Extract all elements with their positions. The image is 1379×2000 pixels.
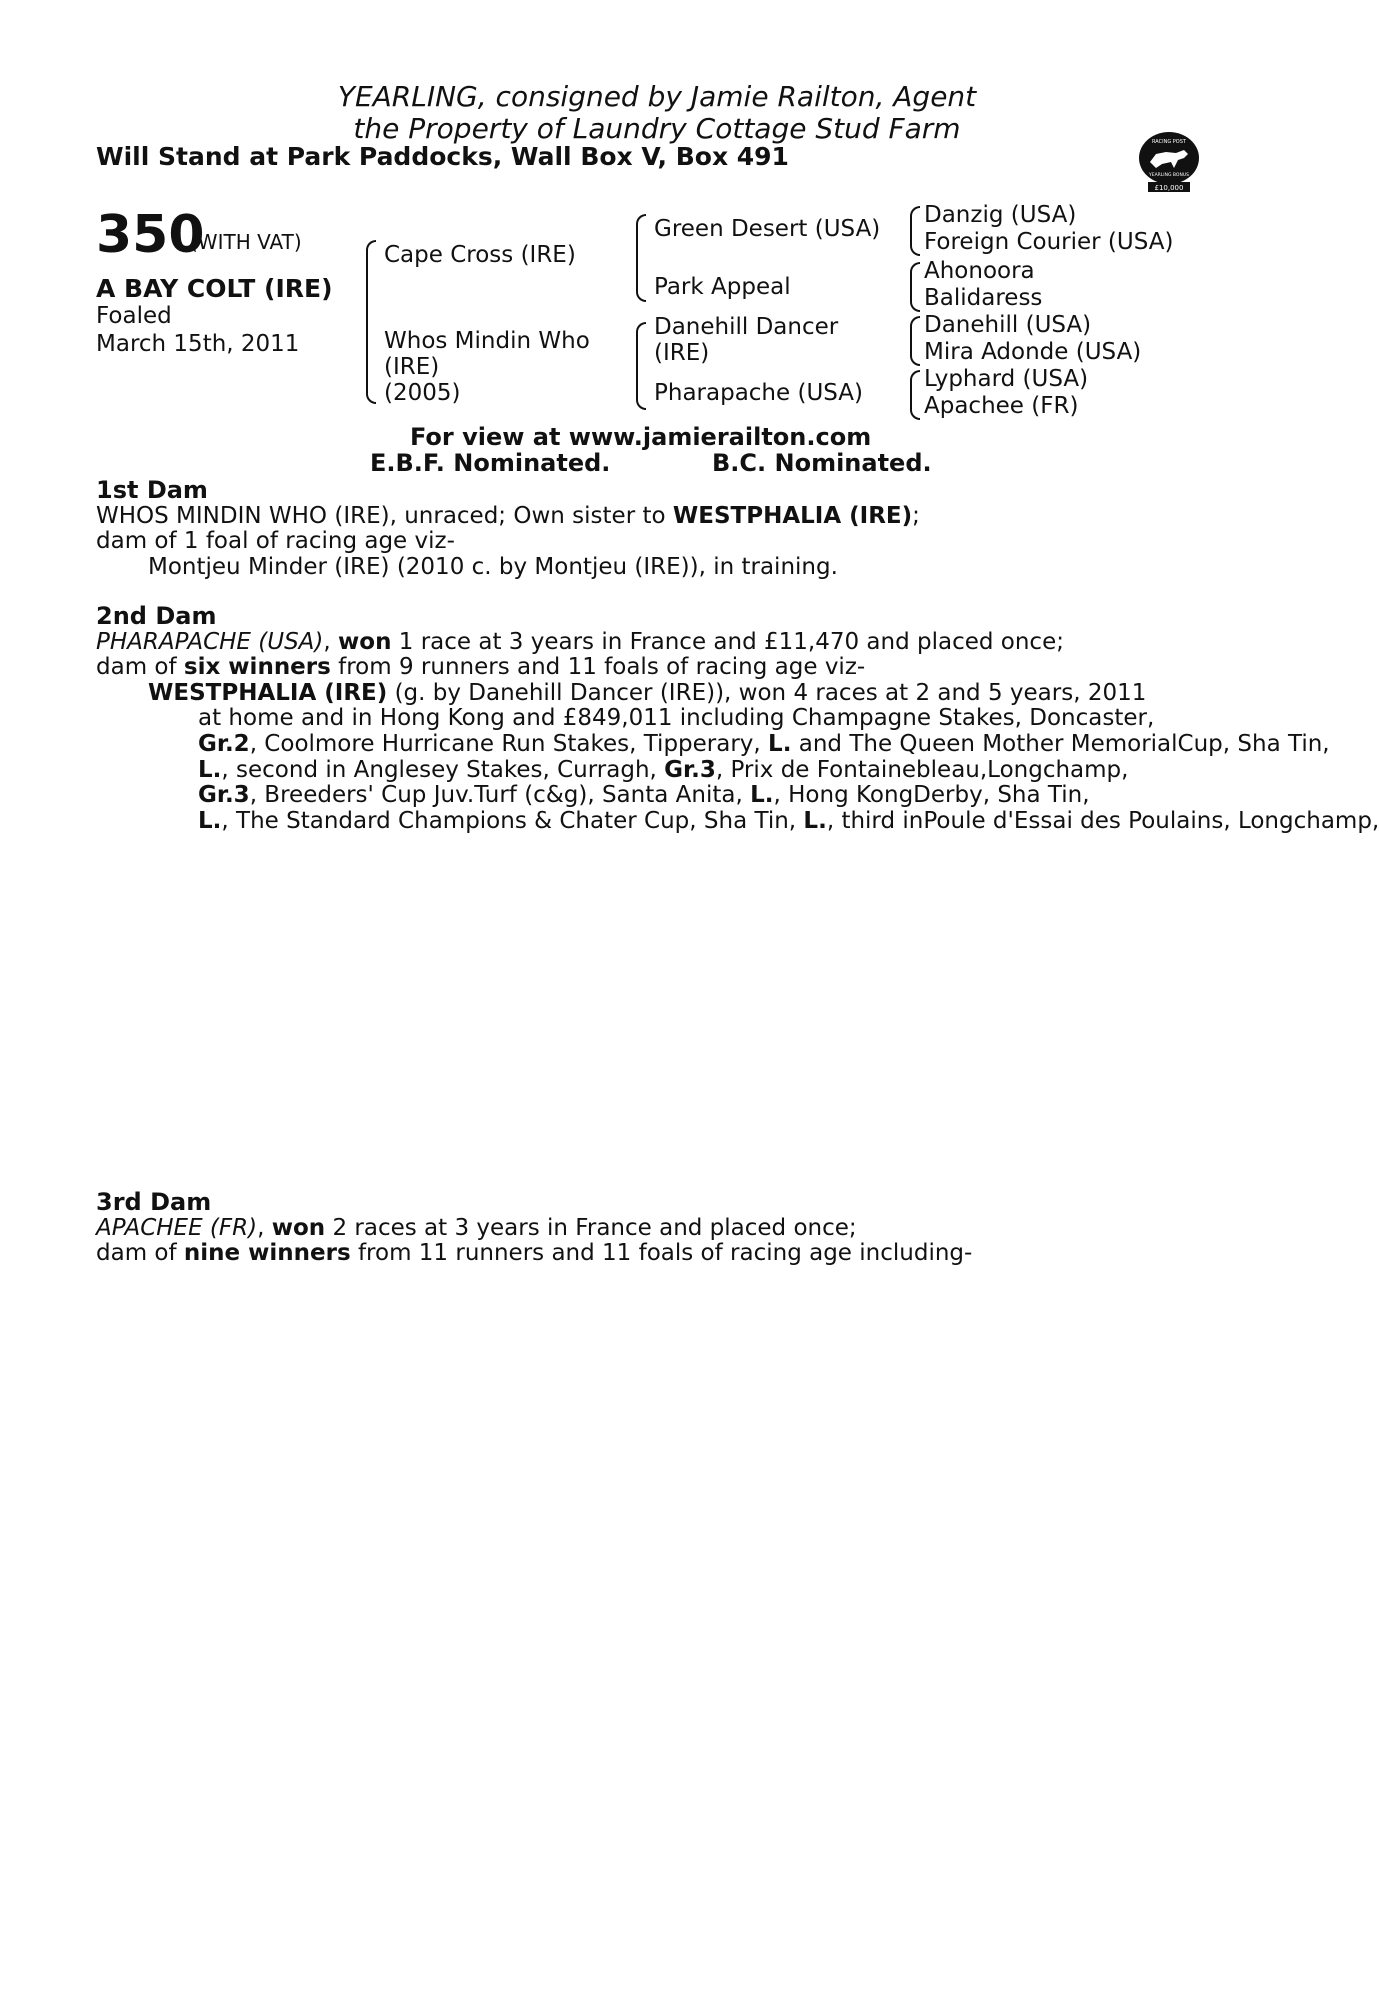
foaled-label: Foaled [96,303,172,329]
pedigree-brace [636,322,646,410]
lot-title: A BAY COLT (IRE) [96,274,333,303]
pedigree-brace [910,262,920,312]
first-dam-heading: 1st Dam [96,476,208,504]
first-dam-line: WHOS MINDIN WHO (IRE), unraced; Own sister to WESTPHALIA (IRE); [96,502,920,529]
pedigree-g2: Foreign Courier (USA) [924,229,1174,255]
view-website: For view at www.jamierailton.com [410,423,872,451]
second-dam-line: PHARAPACHE (USA), won 1 race at 3 years in France and £11,470 and placed once; [96,628,1064,655]
property-line: the Property of Laundry Cottage Stud Farm [353,112,961,145]
pedigree-brace [910,370,920,420]
westphalia-line: Gr.3, Breeders' Cup Juv.Turf (c&g), Santa Anita, L., Hong KongDerby, Sha Tin, [198,782,1090,809]
pedigree-brace [636,214,646,302]
yearling-bonus-badge-icon [1138,128,1200,200]
westphalia-line: at home and in Hong Kong and £849,011 including Champagne Stakes, Doncaster, [198,705,1155,732]
pedigree-g3: Ahonoora [924,258,1035,284]
second-dam-section [96,602,1379,834]
pedigree-brace [366,240,376,404]
consignor-line: YEARLING, consigned by Jamie Railton, Agent [337,80,977,113]
pedigree-g4: Balidaress [924,285,1043,311]
third-dam-line: dam of nine winners from 11 runners and 11 foals of racing age including- [96,1240,973,1267]
second-dam-line: dam of six winners from 9 runners and 11 foals of racing age viz- [96,654,866,681]
pedigree-brace [910,206,920,256]
westphalia-line: L., The Standard Champions & Chater Cup, Sha Tin, L., third inPoule d'Essai des Poulains, Longchamp, [198,807,1379,834]
pedigree-sire: Cape Cross (IRE) [384,242,576,268]
first-dam-line: Montjeu Minder (IRE) (2010 c. by Montjeu (IRE)), in training. [148,553,838,580]
bc-nominated: B.C. Nominated. [712,449,932,477]
foaled-info [96,302,299,358]
pedigree-g1: Danzig (USA) [924,202,1077,228]
foaled-date: March 15th, 2011 [96,331,300,357]
pedigree-sire-sire: Green Desert (USA) [654,216,881,242]
ebf-nominated: E.B.F. Nominated. [370,449,611,477]
pedigree-dam-line3: (2005) [384,380,461,406]
third-dam-line: APACHEE (FR), won 2 races at 3 years in France and placed once; [96,1214,857,1241]
pedigree-sire-dam: Park Appeal [654,274,791,300]
badge-top-text: RACING POST [1152,139,1186,145]
westphalia-line: L., second in Anglesey Stakes, Curragh, Gr.3, Prix de Fontainebleau,Longchamp, [198,756,1129,783]
first-dam-line: dam of 1 foal of racing age viz- [96,528,455,555]
lot-number: 350 [96,205,205,265]
first-dam-section [96,478,1206,580]
pedigree-dam-sire-line1: Danehill Dancer [654,314,839,340]
pedigree-g6: Mira Adonde (USA) [924,339,1142,365]
vat-label: (WITH VAT) [190,230,302,254]
badge-amount-text: £10,000 [1154,184,1184,192]
third-dam-heading: 3rd Dam [96,1188,212,1216]
second-dam-produce [96,679,1379,835]
pedigree-g7: Lyphard (USA) [924,366,1089,392]
pedigree-g5: Danehill (USA) [924,312,1092,338]
pedigree-dam-dam: Pharapache (USA) [654,380,864,406]
badge-mid-text: YEARLING BONUS [1149,173,1189,178]
pedigree-dam-line2: (IRE) [384,354,440,380]
pedigree-dam-sire-line2: (IRE) [654,340,710,366]
pedigree-dam-line1: Whos Mindin Who [384,328,590,354]
third-dam-section [96,1190,1206,1267]
westphalia-line: Gr.2, Coolmore Hurricane Run Stakes, Tipperary, L. and The Queen Mother MemorialCup, Sha Tin, [198,730,1330,757]
stand-location: Will Stand at Park Paddocks, Wall Box V, Box 491 [96,142,789,171]
pedigree-brace [910,316,920,366]
second-dam-heading: 2nd Dam [96,602,217,630]
pedigree-g8: Apachee (FR) [924,393,1079,419]
westphalia-line: WESTPHALIA (IRE) (g. by Danehill Dancer (IRE)), won 4 races at 2 and 5 years, 2011 [148,679,1147,706]
